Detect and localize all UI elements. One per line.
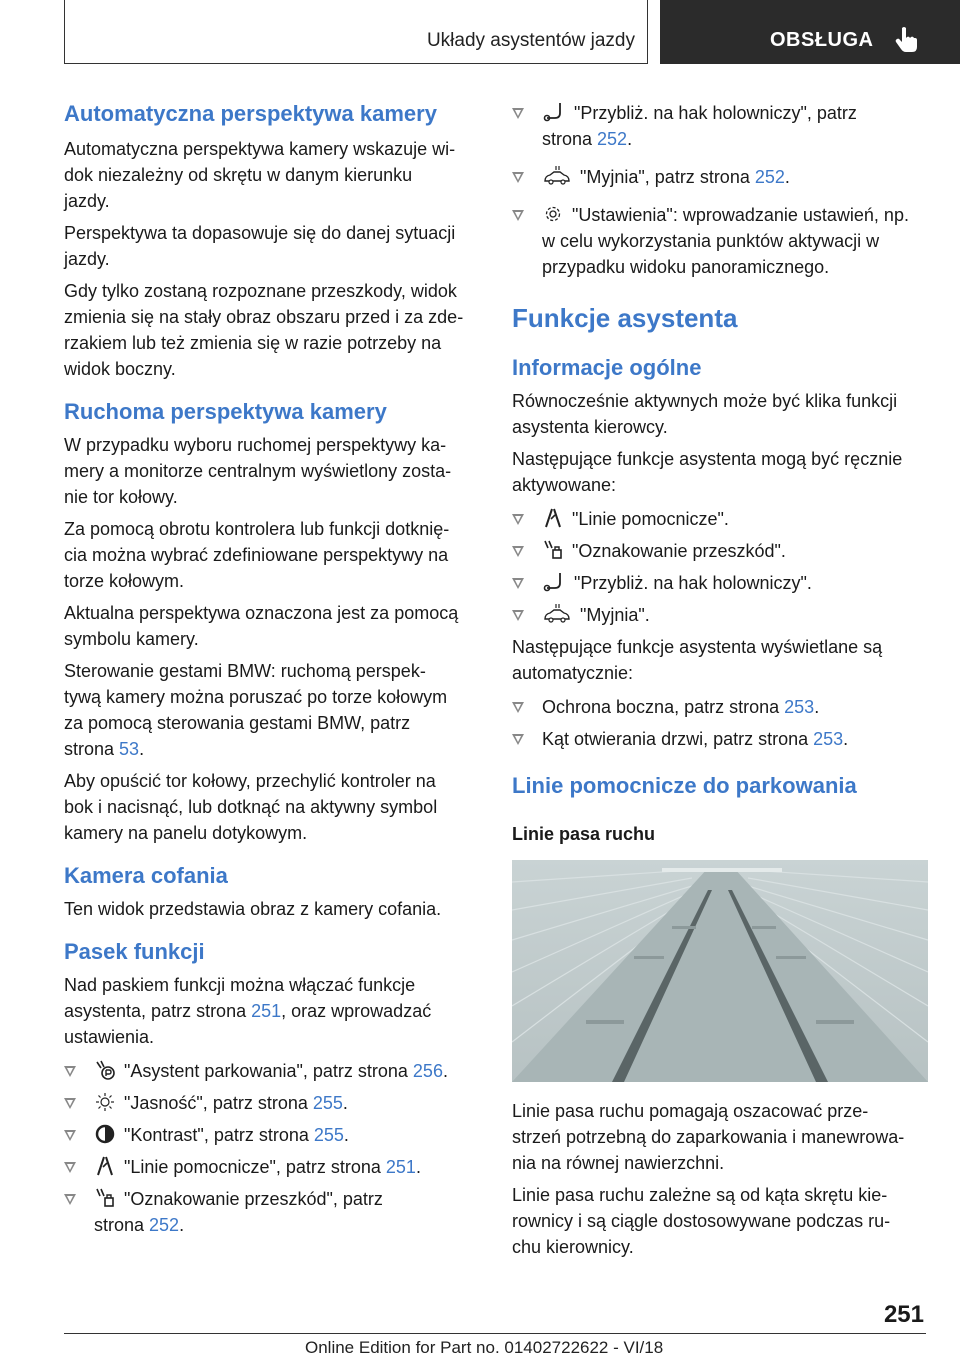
list-item: "Ustawienia": wprowadzanie ustawień, np. w celu wykorzystania punktów aktywacji w przypadku widoku panoramicznego. [512, 202, 932, 280]
triangle-bullet-icon [512, 172, 524, 183]
tow-hitch-icon [542, 571, 566, 593]
triangle-bullet-icon [512, 734, 524, 745]
page-link[interactable]: 252 [754, 167, 785, 187]
section-tab [660, 0, 960, 64]
paragraph: Sterowanie gestami BMW: ruchomą perspek- tywą kamery można poruszać po torze kołowym za pomocą sterowania gestami BMW, patrz strona 53. [64, 661, 448, 759]
page-link[interactable]: 252 [149, 1215, 180, 1235]
header-title-box [64, 0, 648, 64]
list-item: "Linie pomocnicze". [512, 506, 932, 532]
paragraph: Linie pasa ruchu zależne są od kąta skrętu kie- rownicy i są ciągle dostosowywane podczas ru- chu kierownicy. [512, 1185, 891, 1257]
obstacle-marking-icon [94, 1187, 116, 1209]
heading-rear-camera: Kamera cofania [64, 863, 228, 888]
list-item: "Przybliż. na hak holowniczy", patrz strona 252. [512, 100, 932, 152]
guide-lines-icon [542, 507, 564, 529]
hand-pointer-icon [892, 24, 922, 54]
paragraph: Perspektywa ta dopasowuje się do danej sytuacji jazdy. [64, 223, 456, 269]
section-label: OBSŁUGA [770, 29, 874, 51]
footer-divider [64, 1333, 926, 1334]
heading-moving-perspective: Ruchoma perspektywa kamery [64, 399, 387, 424]
chapter-title: Układy asystentów jazdy [426, 30, 635, 51]
list-item: Ochrona boczna, patrz strona 253. [512, 694, 932, 720]
page-link[interactable]: 253 [813, 729, 844, 749]
right-column [512, 100, 932, 1260]
paragraph: Równocześnie aktywnych może być klika funkcji asystenta kierowcy. [512, 391, 898, 437]
triangle-bullet-icon [64, 1098, 76, 1109]
page-link[interactable]: 251 [251, 1001, 282, 1021]
paragraph: Ten widok przedstawia obraz z kamery cofania. [64, 899, 442, 919]
brightness-icon [94, 1091, 116, 1113]
list-item: "Kontrast", patrz strona 255. [64, 1122, 478, 1148]
list-item: "Jasność", patrz strona 255. [64, 1090, 478, 1116]
heading-assist-functions: Funkcje asystenta [512, 303, 738, 333]
page-link[interactable]: 255 [312, 1093, 343, 1113]
footer-edition: Online Edition for Part no. 01402722622 - VI/18 [305, 1338, 664, 1357]
obstacle-marking-icon [542, 539, 564, 561]
list-item: "Oznakowanie przeszkód". [512, 538, 932, 564]
paragraph: Za pomocą obrotu kontrolera lub funkcji dotknię- cia można wybrać zdefiniowane perspektywy na torze kołowym. [64, 519, 450, 591]
paragraph: Następujące funkcje asystenta mogą być ręcznie aktywowane: [512, 449, 903, 495]
car-wash-icon [542, 603, 572, 625]
paragraph: W przypadku wyboru ruchomej perspektywy ka- mery a monitorze centralnym wyświetlony zosta- nie tor kołowy. [64, 435, 452, 507]
heading-parking-guide-lines: Linie pomocnicze do parkowania [512, 773, 857, 798]
paragraph: Aktualna perspektywa oznaczona jest za pomocą symbolu kamery. [64, 603, 459, 649]
paragraph: Następujące funkcje asystenta wyświetlane są automatycznie: [512, 637, 883, 683]
paragraph: Gdy tylko zostaną rozpoznane przeszkody, widok zmienia się na stały obraz obszaru przed i za zde- rzakiem lub też zmienia się w razie potrzeby na widok boczny. [64, 281, 464, 379]
list-item: "Myjnia". [512, 602, 932, 628]
list-item: "Asystent parkowania", patrz strona 256. [64, 1058, 478, 1084]
triangle-bullet-icon [512, 610, 524, 621]
triangle-bullet-icon [512, 578, 524, 589]
lane-lines-illustration [512, 860, 928, 1082]
triangle-bullet-icon [512, 546, 524, 557]
triangle-bullet-icon [512, 702, 524, 713]
paragraph: Nad paskiem funkcji można włączać funkcje asystenta, patrz strona 251, oraz wprowadzać ustawienia. [64, 975, 432, 1047]
triangle-bullet-icon [512, 210, 524, 221]
paragraph: Aby opuścić tor kołowy, przechylić kontroler na bok i nacisnąć, lub dotknąć na aktywny symbol kamery na panelu dotykowym. [64, 771, 438, 843]
page-link[interactable]: 251 [385, 1157, 416, 1177]
page-number: 251 [883, 1301, 924, 1328]
settings-gear-icon [542, 203, 564, 225]
guide-lines-icon [94, 1155, 116, 1177]
heading-lane-lines: Linie pasa ruchu [512, 824, 656, 844]
page-link[interactable]: 53 [119, 739, 140, 759]
triangle-bullet-icon [512, 514, 524, 525]
list-item: "Przybliż. na hak holowniczy". [512, 570, 932, 596]
list-item: Kąt otwierania drzwi, patrz strona 253. [512, 726, 932, 752]
triangle-bullet-icon [64, 1162, 76, 1173]
list-item: "Linie pomocnicze", patrz strona 251. [64, 1154, 478, 1180]
heading-auto-perspective: Automatyczna perspektywa kamery [64, 101, 437, 126]
page-link[interactable]: 252 [597, 129, 628, 149]
page-link[interactable]: 256 [412, 1061, 443, 1081]
left-column [64, 100, 478, 1238]
page-link[interactable]: 253 [784, 697, 815, 717]
paragraph: Linie pasa ruchu pomagają oszacować prze- strzeń potrzebną do zaparkowania i manewrowa- nia na równej nawierzchni. [512, 1101, 905, 1173]
triangle-bullet-icon [64, 1130, 76, 1141]
parking-assist-icon [94, 1059, 116, 1081]
heading-function-bar: Pasek funkcji [64, 939, 205, 964]
list-item: "Oznakowanie przeszkód", patrz strona 252. [64, 1186, 478, 1238]
triangle-bullet-icon [64, 1066, 76, 1077]
tow-hitch-icon [542, 101, 566, 123]
triangle-bullet-icon [64, 1194, 76, 1205]
page-link[interactable]: 255 [313, 1125, 344, 1145]
paragraph: Automatyczna perspektywa kamery wskazuje wi- dok niezależny od skrętu w danym kierunku jazdy. [64, 139, 456, 211]
heading-general-info: Informacje ogólne [512, 355, 702, 380]
car-wash-icon [542, 165, 572, 187]
contrast-icon [94, 1123, 116, 1145]
triangle-bullet-icon [512, 108, 524, 119]
list-item: "Myjnia", patrz strona 252. [512, 164, 932, 190]
